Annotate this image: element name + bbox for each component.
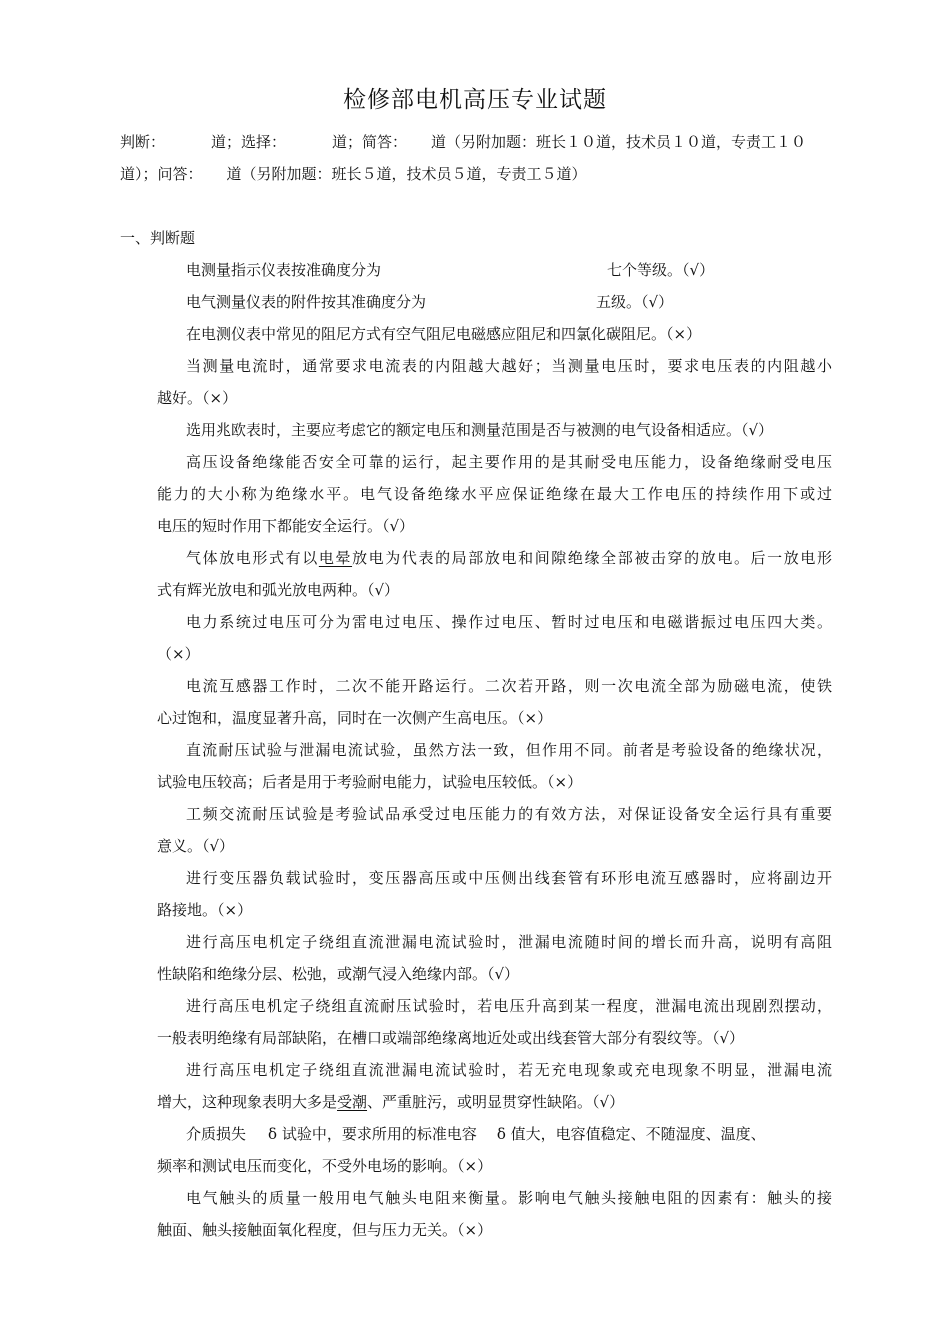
question-14-line-1: 进行高压电机定子绕组直流耐压试验时，若电压升高到某一程度，泄漏电流出现剧烈摆动， — [186, 997, 832, 1015]
question-1-text: 电测量指示仪表按准确度分为 — [186, 261, 382, 279]
question-8-line-2: （×） — [157, 645, 200, 663]
choice-count-label: 道；选择： — [211, 133, 287, 151]
question-13-line-1: 进行高压电机定子绕组直流泄漏电流试验时，泄漏电流随时间的增长而升高，说明有高阻 — [186, 933, 832, 951]
question-10-line-1: 直流耐压试验与泄漏电流试验，虽然方法一致，但作用不同。前者是考验设备的绝缘状况， — [186, 741, 832, 759]
question-answer-extra-label: 道（另附加题：班长５道，技术员５道，专责工５道） — [226, 165, 587, 183]
question-12-line-1: 进行变压器负载试验时，变压器高压或中压侧出线套管有环形电流互感器时，应将副边开 — [186, 869, 832, 887]
question-4-line-1: 当测量电流时，通常要求电流表的内阻越大越好；当测量电压时，要求电压表的内阻越小 — [186, 357, 832, 375]
question-8-line-1: 电力系统过电压可分为雷电过电压、操作过电压、暂时过电压和电磁谐振过电压四大类。 — [186, 613, 832, 631]
question-1-answer: 七个等级。（√） — [607, 261, 715, 279]
question-16-text-b: δ 试验中，要求所用的标准电容 — [268, 1125, 477, 1143]
question-16-text-a: 介质损失 — [186, 1125, 247, 1143]
question-2 — [186, 286, 876, 318]
section-heading-judgment: 一、判断题 — [120, 229, 196, 247]
exam-summary-line-2 — [120, 158, 860, 190]
question-15-text-a: 增大，这种现象表明大多是 — [157, 1093, 338, 1111]
question-15-text-b: 、严重脏污，或明显贯穿性缺陷。（√） — [367, 1093, 625, 1111]
question-16-line-1 — [186, 1118, 876, 1150]
question-7-line-2: 式有辉光放电和弧光放电两种。（√） — [157, 581, 400, 599]
page-title: 检修部电机高压专业试题 — [343, 87, 607, 113]
question-17-line-1: 电气触头的质量一般用电气触头电阻来衡量。影响电气触头接触电阻的因素有：触头的接 — [186, 1189, 832, 1207]
question-1 — [186, 254, 876, 286]
judge-count-label: 判断： — [120, 133, 166, 151]
question-3: 在电测仪表中常见的阻尼方式有空气阻尼电磁感应阻尼和四氯化碳阻尼。（×） — [186, 325, 702, 343]
exam-summary-line-1 — [120, 126, 860, 158]
underlined-term-corona: 电晕 — [318, 549, 353, 567]
question-10-line-2: 试验电压较高；后者是用于考验耐电能力，试验电压较低。（×） — [157, 773, 583, 791]
question-5: 选用兆欧表时，主要应考虑它的额定电压和测量范围是否与被测的电气设备相适应。（√） — [186, 421, 774, 439]
question-answer-count-label: 道）；问答： — [120, 165, 203, 183]
question-11-line-1: 工频交流耐压试验是考验试品承受过电压能力的有效方法，对保证设备安全运行具有重要 — [186, 805, 832, 823]
question-12-line-2: 路接地。（×） — [157, 901, 253, 919]
question-7-text-a: 气体放电形式有以 — [186, 549, 319, 567]
question-17-line-2: 触面、触头接触面氧化程度，但与压力无关。（×） — [157, 1221, 493, 1239]
question-16-line-2: 频率和测试电压而变化，不受外电场的影响。（×） — [157, 1157, 493, 1175]
question-6-line-3: 电压的短时作用下都能安全运行。（√） — [157, 517, 415, 535]
question-9-line-1: 电流互感器工作时，二次不能开路运行。二次若开路，则一次电流全部为励磁电流，使铁 — [186, 677, 832, 695]
question-11-line-2: 意义。（√） — [157, 837, 235, 855]
question-6-line-2: 能力的大小称为绝缘水平。电气设备绝缘水平应保证绝缘在最大工作电压的持续作用下或过 — [157, 485, 832, 503]
question-15-line-2 — [157, 1086, 847, 1118]
question-15-line-1: 进行高压电机定子绕组直流泄漏电流试验时，若无充电现象或充电现象不明显，泄漏电流 — [186, 1061, 832, 1079]
question-6-line-1: 高压设备绝缘能否安全可靠的运行，起主要作用的是其耐受电压能力，设备绝缘耐受电压 — [186, 453, 832, 471]
question-2-answer: 五级。（√） — [596, 293, 674, 311]
short-answer-count-label: 道；简答： — [332, 133, 408, 151]
underlined-term-moisture: 受潮 — [337, 1093, 368, 1111]
question-4-line-2: 越好。（×） — [157, 389, 238, 407]
question-9-line-2: 心过饱和，温度显著升高，同时在一次侧产生高电压。（×） — [157, 709, 553, 727]
question-2-text: 电气测量仪表的附件按其准确度分为 — [186, 293, 427, 311]
short-answer-extra-label: 道（另附加题：班长１０道，技术员１０道，专责工１０ — [431, 133, 807, 151]
question-7-line-1 — [186, 542, 832, 574]
question-7-text-b: 放电为代表的局部放电和间隙绝缘全部被击穿的放电。后一放电形 — [352, 549, 832, 567]
question-13-line-2: 性缺陷和绝缘分层、松弛，或潮气浸入绝缘内部。（√） — [157, 965, 520, 983]
question-14-line-2: 一般表明绝缘有局部缺陷，在槽口或端部绝缘离地近处或出线套管大部分有裂纹等。（√） — [157, 1029, 745, 1047]
question-16-text-c: δ 值大，电容值稳定、不随湿度、温度、 — [496, 1125, 766, 1143]
